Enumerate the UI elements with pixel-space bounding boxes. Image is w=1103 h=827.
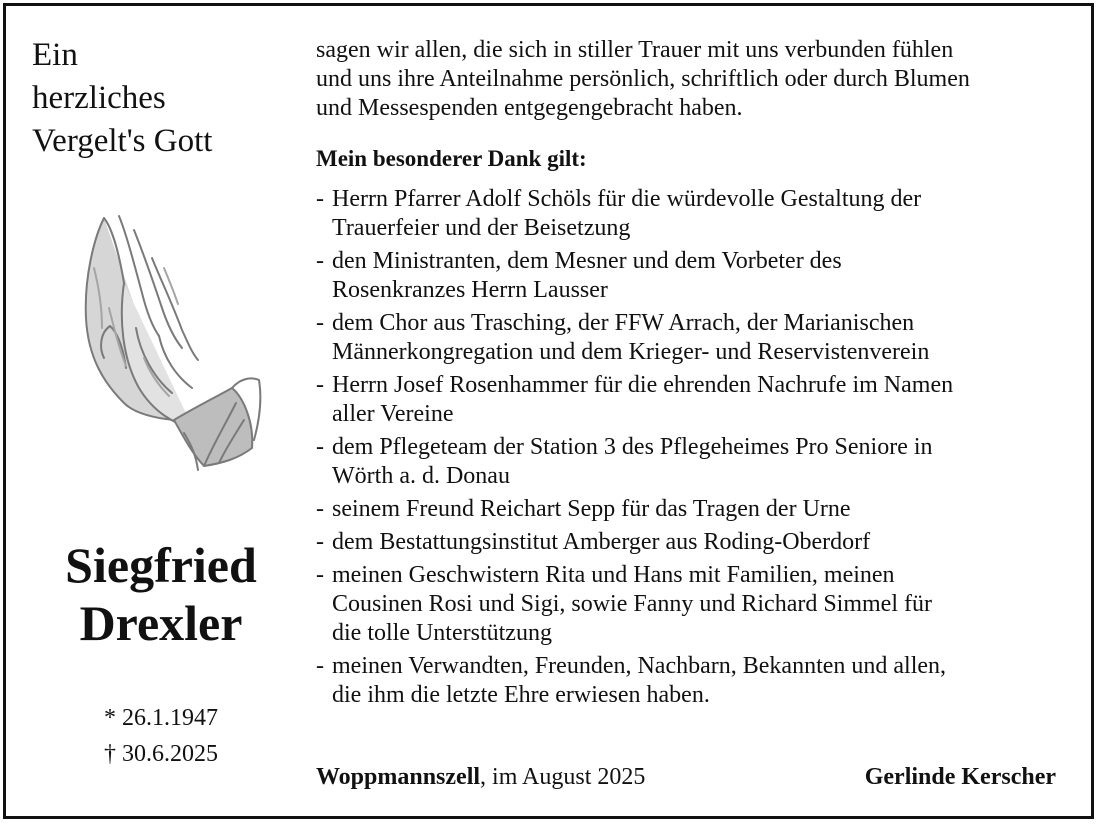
- birth-date: * 26.1.1947: [104, 705, 218, 731]
- place-name: Woppmannszell: [316, 764, 481, 790]
- footer: [316, 762, 1056, 792]
- thanks-list: [316, 185, 1086, 710]
- dash-marker: -: [316, 248, 324, 274]
- obituary-frame: [3, 3, 1094, 819]
- list-item-line: Herrn Pfarrer Adolf Schöls für die würdevolle Gestaltung der: [332, 186, 922, 212]
- intro-line: sagen wir allen, die sich in stiller Trauer mit uns verbunden fühlen: [316, 37, 954, 63]
- list-item-line: den Ministranten, dem Mesner und dem Vorbeter des: [332, 248, 842, 274]
- list-item-line: Cousinen Rosi und Sigi, sowie Fanny und Richard Simmel für: [332, 591, 932, 617]
- left-column: [6, 6, 306, 816]
- list-item: [316, 652, 1086, 710]
- first-name: Siegfried: [65, 537, 257, 593]
- dash-marker: -: [316, 372, 324, 398]
- dash-marker: -: [316, 434, 324, 460]
- thanks-heading: [32, 34, 212, 163]
- intro-line: und Messespenden entgegengebracht haben.: [316, 95, 743, 121]
- praying-hands-icon: [64, 208, 264, 478]
- list-item: [316, 185, 1086, 243]
- list-item-line: seinem Freund Reichart Sepp für das Tragen der Urne: [332, 496, 851, 522]
- list-item-line: meinen Verwandten, Freunden, Nachbarn, Bekannten und allen,: [332, 653, 947, 679]
- signer-name: Gerlinde Kerscher: [864, 764, 1056, 790]
- dash-marker: -: [316, 529, 324, 555]
- heading-line: Ein: [32, 37, 78, 73]
- list-item: [316, 528, 1086, 557]
- list-item-line: Wörth a. d. Donau: [332, 463, 510, 489]
- list-item: [316, 309, 1086, 367]
- list-item: [316, 433, 1086, 491]
- death-date: † 30.6.2025: [104, 741, 218, 767]
- date-text: , im August 2025: [480, 764, 646, 790]
- list-item-line: meinen Geschwistern Rita und Hans mit Familien, meinen: [332, 562, 895, 588]
- list-item-line: die ihm die letzte Ehre erwiesen haben.: [332, 682, 710, 708]
- list-item-line: Rosenkranzes Herrn Lausser: [332, 277, 608, 303]
- deceased-name: [6, 536, 316, 652]
- last-name: Drexler: [79, 595, 243, 651]
- list-item-line: dem Bestattungsinstitut Amberger aus Roding-Oberdorf: [332, 529, 871, 555]
- intro-text: [316, 36, 1086, 123]
- list-item-line: Herrn Josef Rosenhammer für die ehrenden Nachrufe im Namen: [332, 372, 954, 398]
- list-item: [316, 371, 1086, 429]
- heading-line: Vergelt's Gott: [32, 123, 213, 159]
- dash-marker: -: [316, 186, 324, 212]
- list-item-line: Männerkongregation und dem Krieger- und Reservistenverein: [332, 339, 930, 365]
- list-item-line: Trauerfeier und der Beisetzung: [332, 215, 631, 241]
- special-thanks-heading: Mein besonderer Dank gilt:: [316, 146, 587, 171]
- list-item-line: dem Pflegeteam der Station 3 des Pflegeheimes Pro Seniore in: [332, 434, 933, 460]
- list-item: [316, 561, 1086, 648]
- list-item: [316, 247, 1086, 305]
- list-item-line: dem Chor aus Trasching, der FFW Arrach, der Marianischen: [332, 310, 915, 336]
- list-item-line: die tolle Unterstützung: [332, 620, 552, 646]
- intro-line: und uns ihre Anteilnahme persönlich, schriftlich oder durch Blumen: [316, 66, 970, 92]
- life-dates: [6, 700, 316, 772]
- list-item-line: aller Vereine: [332, 401, 454, 427]
- dash-marker: -: [316, 310, 324, 336]
- dash-marker: -: [316, 653, 324, 679]
- dash-marker: -: [316, 496, 324, 522]
- right-column: [316, 36, 1086, 714]
- heading-line: herzliches: [32, 80, 166, 116]
- dash-marker: -: [316, 562, 324, 588]
- list-item: [316, 495, 1086, 524]
